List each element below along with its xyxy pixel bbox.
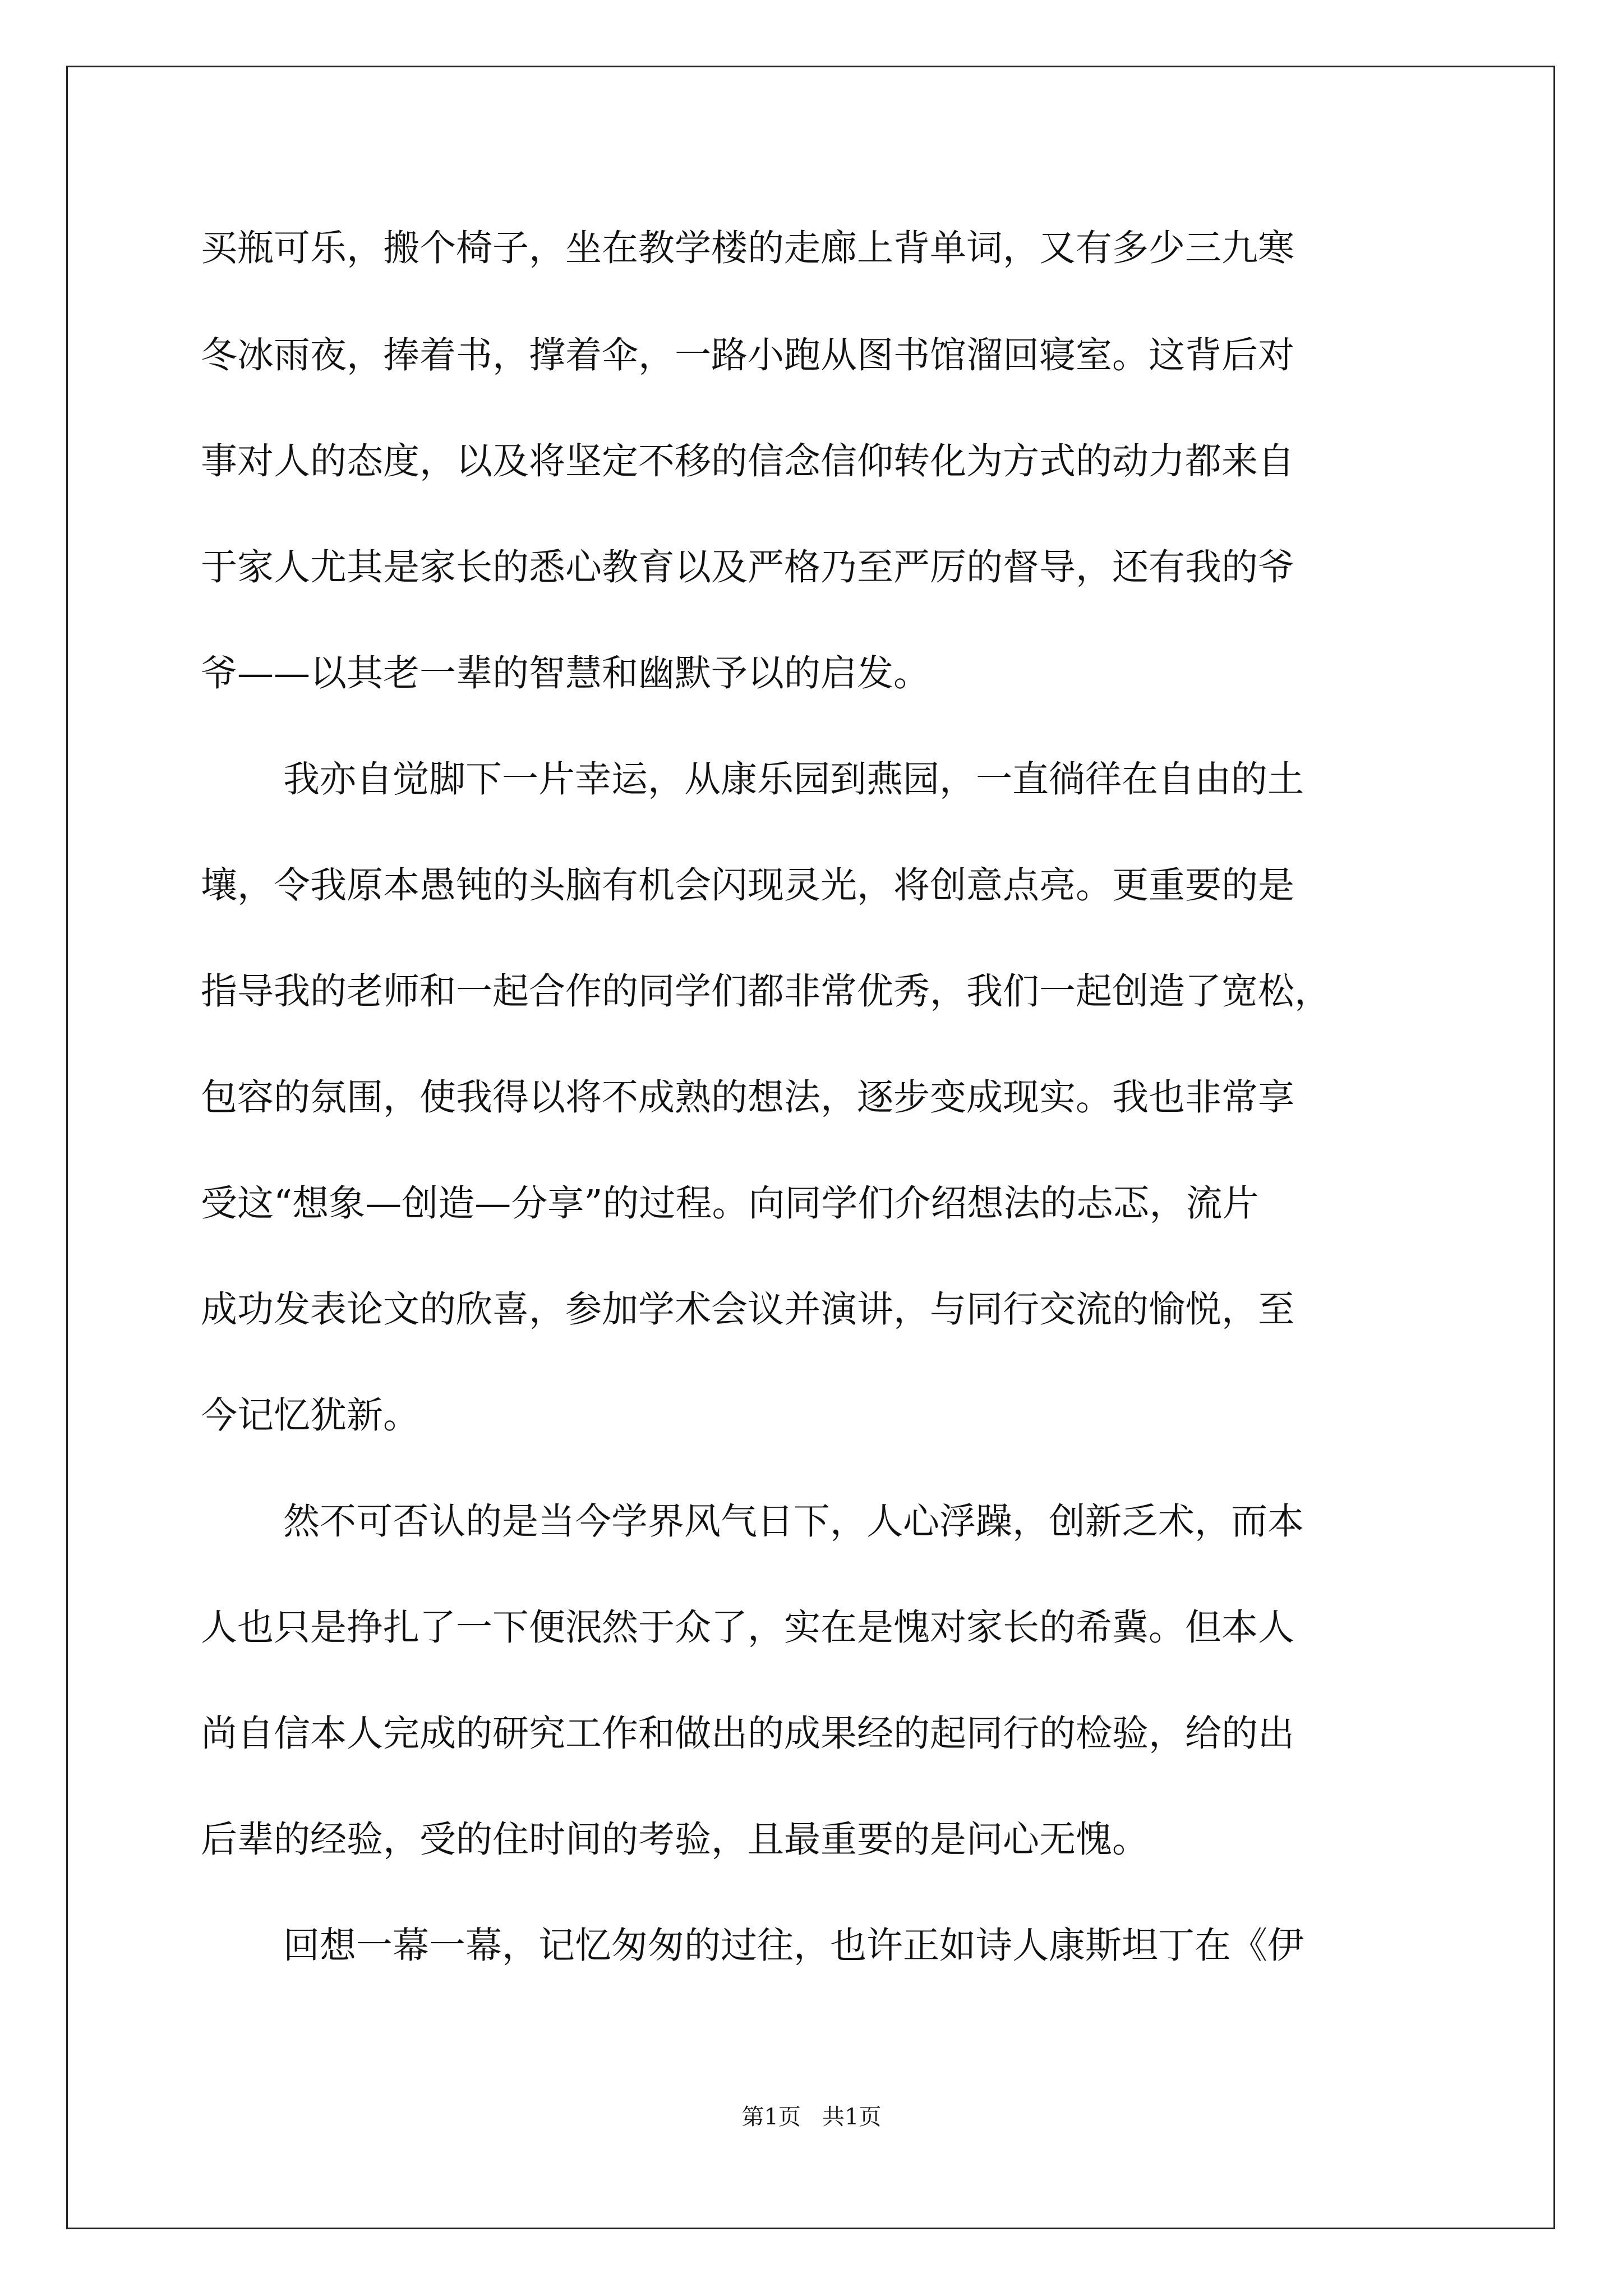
body-line: 人也只是挣扎了一下便泯然于众了，实在是愧对家长的希冀。但本人 — [201, 1607, 1295, 1649]
paragraph-first-line: 我亦自觉脚下一片幸运，从康乐园到燕园，一直徜徉在自由的土 — [283, 758, 1304, 800]
body-line: 事对人的态度，以及将坚定不移的信念信仰转化为方式的动力都来自 — [201, 440, 1295, 482]
body-line: 今记忆犹新。 — [201, 1395, 420, 1437]
body-line: 冬冰雨夜，捧着书，撑着伞，一路小跑从图书馆溜回寝室。这背后对 — [201, 334, 1295, 376]
page-number: 第1页 共1页 — [741, 2104, 882, 2130]
body-line: 后辈的经验，受的住时间的考验，且最重要的是问心无愧。 — [201, 1819, 1149, 1861]
page-border — [66, 66, 1555, 2229]
body-line: 指导我的老师和一起合作的同学们都非常优秀，我们一起创造了宽松， — [201, 970, 1331, 1013]
paragraph-first-line: 然不可否认的是当今学界风气日下，人心浮躁，创新乏术，而本 — [283, 1501, 1304, 1543]
paragraph-first-line: 回想一幕一幕，记忆匆匆的过往，也许正如诗人康斯坦丁在《伊 — [283, 1925, 1304, 1967]
body-line: 包容的氛围，使我得以将不成熟的想法，逐步变成现实。我也非常享 — [201, 1076, 1295, 1119]
body-line: 成功发表论文的欣喜，参加学术会议并演讲，与同行交流的愉悦，至 — [201, 1289, 1295, 1331]
body-line: 买瓶可乐，搬个椅子，坐在教学楼的走廊上背单词，又有多少三九寒 — [201, 227, 1295, 269]
body-line: 于家人尤其是家长的悉心教育以及严格乃至严厉的督导，还有我的爷 — [201, 546, 1295, 588]
body-line: 尚自信本人完成的研究工作和做出的成果经的起同行的检验，给的出 — [201, 1713, 1295, 1755]
body-line: 受这“想象—创造—分享”的过程。向同学们介绍想法的忐忑，流片 — [201, 1182, 1259, 1225]
body-line: 壤，令我原本愚钝的头脑有机会闪现灵光，将创意点亮。更重要的是 — [201, 864, 1295, 907]
body-line: 爷——以其老一辈的智慧和幽默予以的启发。 — [201, 652, 930, 694]
